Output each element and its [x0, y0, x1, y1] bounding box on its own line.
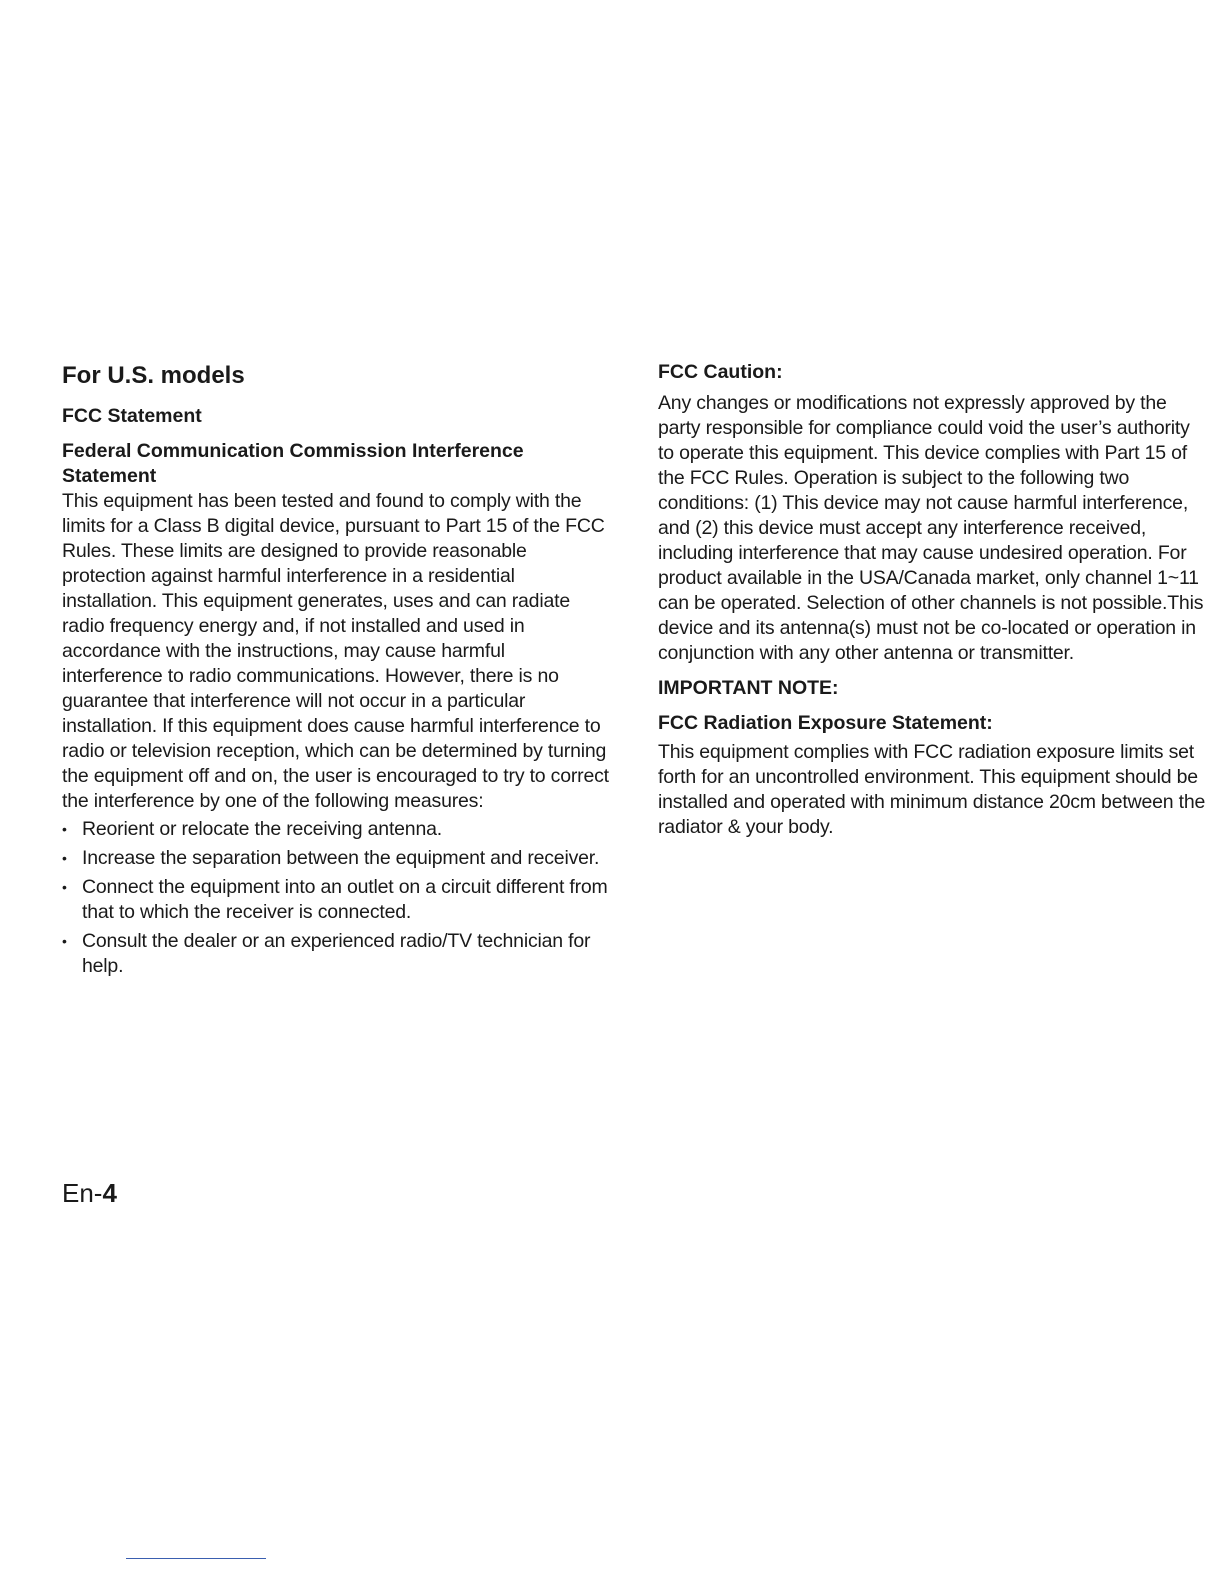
radiation-exposure-body: This equipment complies with FCC radiation exposure limits set forth for an uncontrolled environment. This equipment should be installed and operated with minimum distance 20cm between the radiator & your body. — [658, 741, 1206, 838]
bullet-icon: • — [62, 933, 67, 949]
bullet-icon: • — [62, 821, 67, 837]
fcc-caution-heading: FCC Caution: — [658, 361, 783, 383]
list-item-text: Reorient or relocate the receiving antenna. — [82, 818, 442, 840]
radiation-exposure-heading: FCC Radiation Exposure Statement: — [658, 712, 993, 734]
fcc-caution-body: Any changes or modifications not expressly approved by the party responsible for compliance could void the user’s authority to operate this equipment. This device complies with Part 15 of the FCC Rules. Operation is subject to the following two conditions: (1) This device may not cause harmful interference, and (2) this device must accept any interference received, including interference that may cause undesired operation. For product available in the USA/Canada market, only channel 1~11 can be operated. Selection of other channels is not possible.This device and its antenna(s) must not be co-located or operation in conjunction with any other antenna or transmitter. — [658, 392, 1204, 664]
list-item-text: Consult the dealer or an experienced radio/TV technician for help. — [82, 930, 591, 977]
list-item-text: Increase the separation between the equipment and receiver. — [82, 847, 600, 869]
list-item — [62, 929, 610, 979]
bottom-divider — [126, 1558, 266, 1559]
fcc-statement-heading: FCC Statement — [62, 405, 202, 427]
measures-list — [62, 817, 610, 979]
list-item — [62, 817, 610, 842]
page-number-value: 4 — [102, 1178, 117, 1208]
interference-statement-heading: Federal Communication Commission Interference Statement — [62, 440, 524, 487]
bullet-icon: • — [62, 879, 67, 895]
right-column — [658, 360, 1206, 840]
left-column — [62, 360, 610, 983]
bullet-icon: • — [62, 850, 67, 866]
important-note-heading: IMPORTANT NOTE: — [658, 677, 839, 699]
page-number — [62, 1176, 117, 1210]
list-item — [62, 875, 610, 925]
list-item-text: Connect the equipment into an outlet on a circuit different from that to which the receiver is connected. — [82, 876, 608, 923]
page-number-prefix: En- — [62, 1178, 103, 1208]
page-title: For U.S. models — [62, 362, 245, 389]
list-item — [62, 846, 610, 871]
interference-statement-body: This equipment has been tested and found to comply with the limits for a Class B digital device, pursuant to Part 15 of the FCC Rules. These limits are designed to provide reasonable protection against harmful interference in a residential installation. This equipment generates, uses and can radiate radio frequency energy and, if not installed and used in accordance with the instructions, may cause harmful interference to radio communications. However, there is no guarantee that interference will not occur in a particular installation. If this equipment does cause harmful interference to radio or television reception, which can be determined by turning the equipment off and on, the user is encouraged to try to correct the interference by one of the following measures: — [62, 490, 609, 812]
